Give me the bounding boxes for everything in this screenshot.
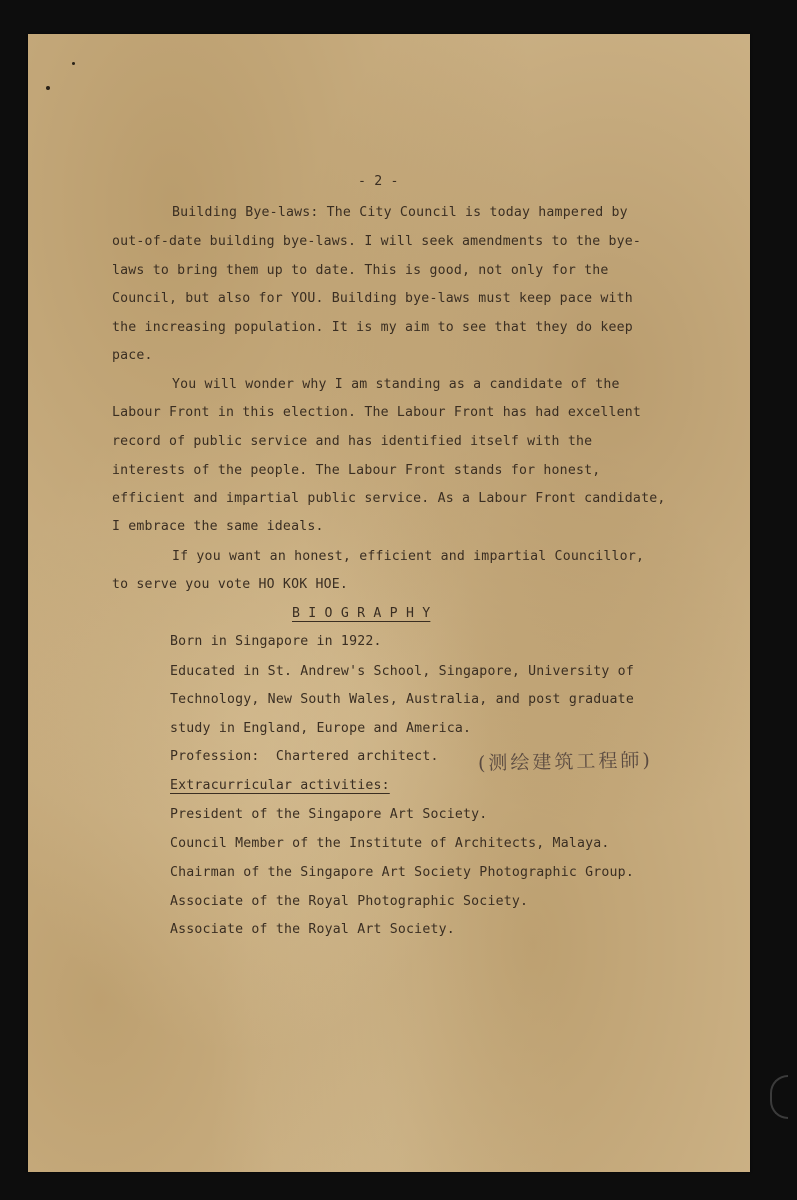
activity-item: Associate of the Royal Art Society. (170, 922, 455, 937)
paragraph-line: efficient and impartial public service. As a Labour Front candidate, (112, 491, 666, 506)
paragraph-line: If you want an honest, efficient and impartial Councillor, (172, 549, 645, 564)
paper-hole (72, 62, 75, 65)
paragraph-line: pace. (112, 348, 153, 363)
paragraph-line: Council, but also for YOU. Building bye-laws must keep pace with (112, 291, 633, 306)
biography-line: Technology, New South Wales, Australia, and post graduate (170, 692, 634, 707)
paper-hole (46, 86, 50, 90)
paragraph-line: the increasing population. It is my aim to see that they do keep (112, 320, 633, 335)
paragraph-line: You will wonder why I am standing as a candidate of the (172, 377, 620, 392)
paragraph-line: Building Bye-laws: The City Council is today hampered by (172, 205, 628, 220)
paragraph-line: out-of-date building bye-laws. I will seek amendments to the bye- (112, 234, 642, 249)
paragraph-line: to serve you vote HO KOK HOE. (112, 577, 349, 592)
paragraph-line: record of public service and has identified itself with the (112, 434, 593, 449)
handwritten-annotation: (测绘建筑工程師) (477, 749, 654, 775)
biography-line: Born in Singapore in 1922. (170, 634, 382, 649)
activity-item: Associate of the Royal Photographic Society. (170, 894, 529, 909)
activity-item: President of the Singapore Art Society. (170, 807, 488, 822)
paragraph-line: Labour Front in this election. The Labour Front has had excellent (112, 405, 642, 420)
biography-heading: B I O G R A P H Y (292, 606, 431, 621)
paragraph-line: laws to bring them up to date. This is good, not only for the (112, 263, 609, 278)
activity-item: Chairman of the Singapore Art Society Photographic Group. (170, 865, 634, 880)
paragraph-line: I embrace the same ideals. (112, 519, 324, 534)
biography-line: study in England, Europe and America. (170, 721, 472, 736)
page-number: - 2 - (358, 174, 399, 189)
profession-line: Profession: Chartered architect. (170, 749, 439, 764)
biography-line: Educated in St. Andrew's School, Singapore, University of (170, 664, 634, 679)
activity-item: Council Member of the Institute of Architects, Malaya. (170, 836, 610, 851)
paragraph-line: interests of the people. The Labour Front stands for honest, (112, 463, 601, 478)
activities-heading: Extracurricular activities: (170, 778, 390, 793)
